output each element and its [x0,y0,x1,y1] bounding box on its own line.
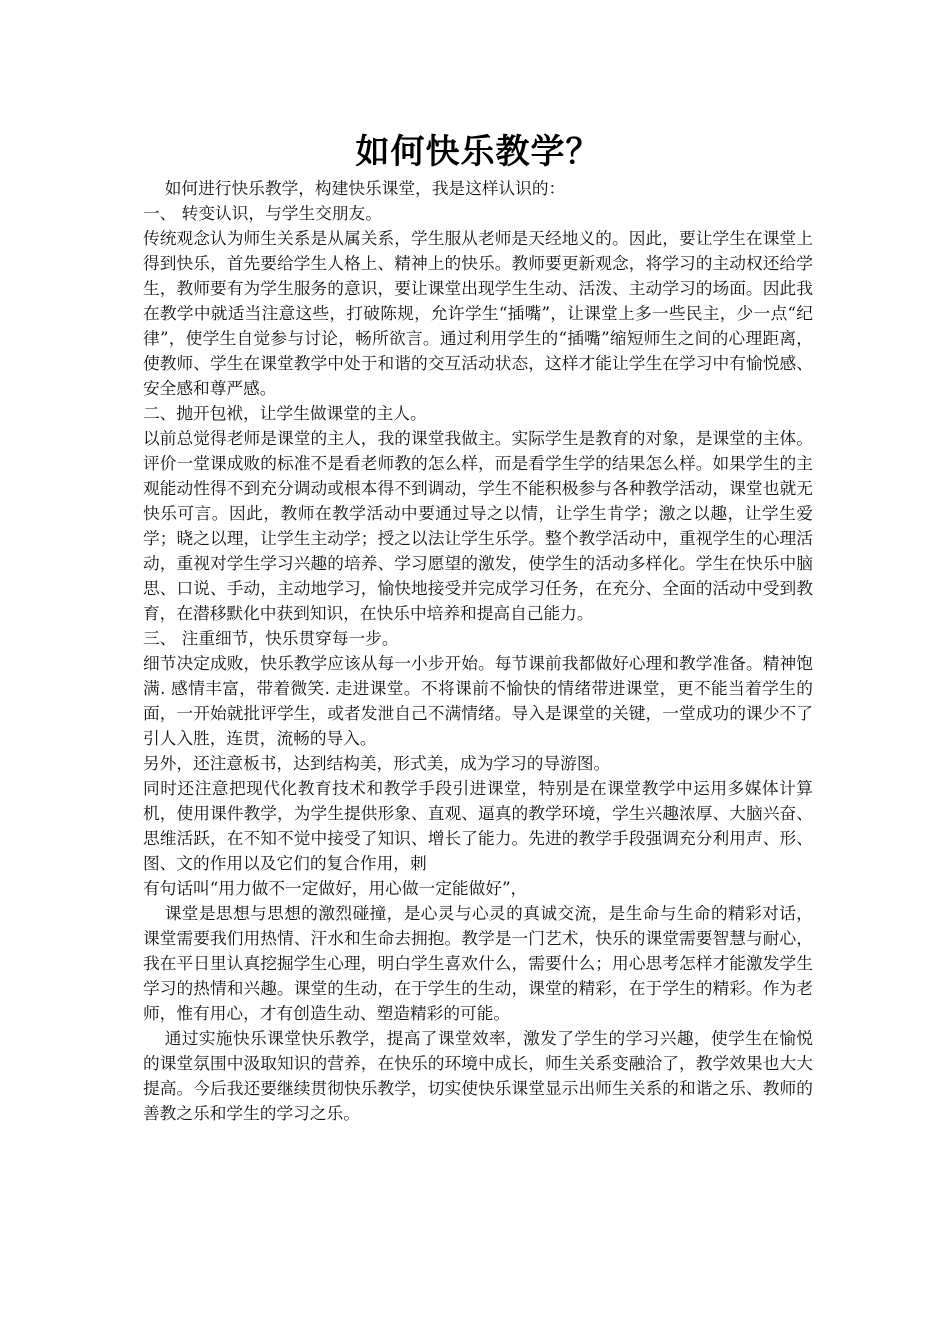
reflection-paragraph: 课堂是思想与思想的激烈碰撞，是心灵与心灵的真诚交流，是生命与生命的精彩对话，课堂需要我们用热情、汗水和生命去拥抱。教学是一门艺术，快乐的课堂需要智慧与耐心，我在平日里认真挖掘学生心理，明白学生喜欢什么，需要什么；用心思考怎样才能激发学生学习的热情和兴趣。课堂的生动，在于学生的生动，课堂的精彩，在于学生的精彩。作为老师，惟有用心，才有创造生动、塑造精彩的可能。 [143,903,813,1023]
conclusion-paragraph: 通过实施快乐课堂快乐教学，提高了课堂效率，激发了学生的学习兴趣，使学生在愉悦的课堂氛围中汲取知识的营养，在快乐的环境中成长，师生关系变融洽了，教学效果也大大提高。今后我还要继续贯彻快乐教学，切实使快乐课堂显示出师生关系的和谐之乐、教师的善教之乐和学生的学习之乐。 [143,1028,813,1123]
section-heading-2: 二、抛开包袱，让学生做课堂的主人。 [143,403,427,423]
section-3-paragraph-2: 另外，还注意板书，达到结构美，形式美，成为学习的导游图。 [143,753,611,773]
section-heading-1: 一、 转变认识，与学生交朋友。 [143,203,382,223]
intro-paragraph: 如何进行快乐教学，构建快乐课堂，我是这样认识的： [164,178,566,198]
quote-paragraph: 有句话叫“用力做不一定做好，用心做一定能做好”， [143,878,528,898]
document-title: 如何快乐教学？ [355,132,601,172]
section-2-paragraph: 以前总觉得老师是课堂的主人，我的课堂我做主。实际学生是教育的对象，是课堂的主体。评价一堂课成败的标准不是看老师教的怎么样，而是看学生学的结果怎么样。如果学生的主观能动性得不到充分调动或根本得不到调动，学生不能积极参与各种教学活动，课堂也就无快乐可言。因此，教师在教学活动中要通过导之以情，让学生肯学；激之以趣，让学生爱学；晓之以理，让学生主动学；授之以法让学生乐学。整个教学活动中，重视学生的心理活动，重视对学生学习兴趣的培养、学习愿望的激发，使学生的活动多样化。学生在快乐中脑思、口说、手动，主动地学习，愉快地接受并完成学习任务，在充分、全面的活动中受到教育，在潜移默化中获到知识，在快乐中培养和提高自己能力。 [143,428,813,623]
document-content [143,128,813,1126]
section-3-paragraph-3: 同时还注意把现代化教育技术和教学手段引进课堂，特别是在课堂教学中运用多媒体计算机，使用课件教学，为学生提供形象、直观、逼真的教学环境，学生兴趣浓厚、大脑兴奋、思维活跃，在不知不觉中接受了知识、增长了能力。先进的教学手段强调充分利用声、形、图、文的作用以及它们的复合作用，刺 [143,778,813,873]
section-1-paragraph: 传统观念认为师生关系是从属关系，学生服从老师是天经地义的。因此，要让学生在课堂上得到快乐，首先要给学生人格上、精神上的快乐。教师要更新观念，将学习的主动权还给学生，教师要有为学生服务的意识，要让课堂出现学生生动、活泼、主动学习的场面。因此我在教学中就适当注意这些，打破陈规，允许学生“插嘴”，让课堂上多一些民主，少一点“纪律”，使学生自觉参与讨论，畅所欲言。通过利用学生的“插嘴”缩短师生之间的心理距离，使教师、学生在课堂教学中处于和谐的交互活动状态，这样才能让学生在学习中有愉悦感、安全感和尊严感。 [143,228,813,398]
section-3-paragraph-1: 细节决定成败，快乐教学应该从每一小步开始。每节课前我都做好心理和教学准备。精神饱满. 感情丰富，带着微笑. 走进课堂。不将课前不愉快的情绪带进课堂，更不能当着学生的面，一开始就批评学生，或者发泄自己不满情绪。导入是课堂的关键，一堂成功的课少不了引人入胜，连贯，流畅的导入。 [143,653,813,748]
section-heading-3: 三、 注重细节，快乐贯穿每一步。 [143,628,399,648]
